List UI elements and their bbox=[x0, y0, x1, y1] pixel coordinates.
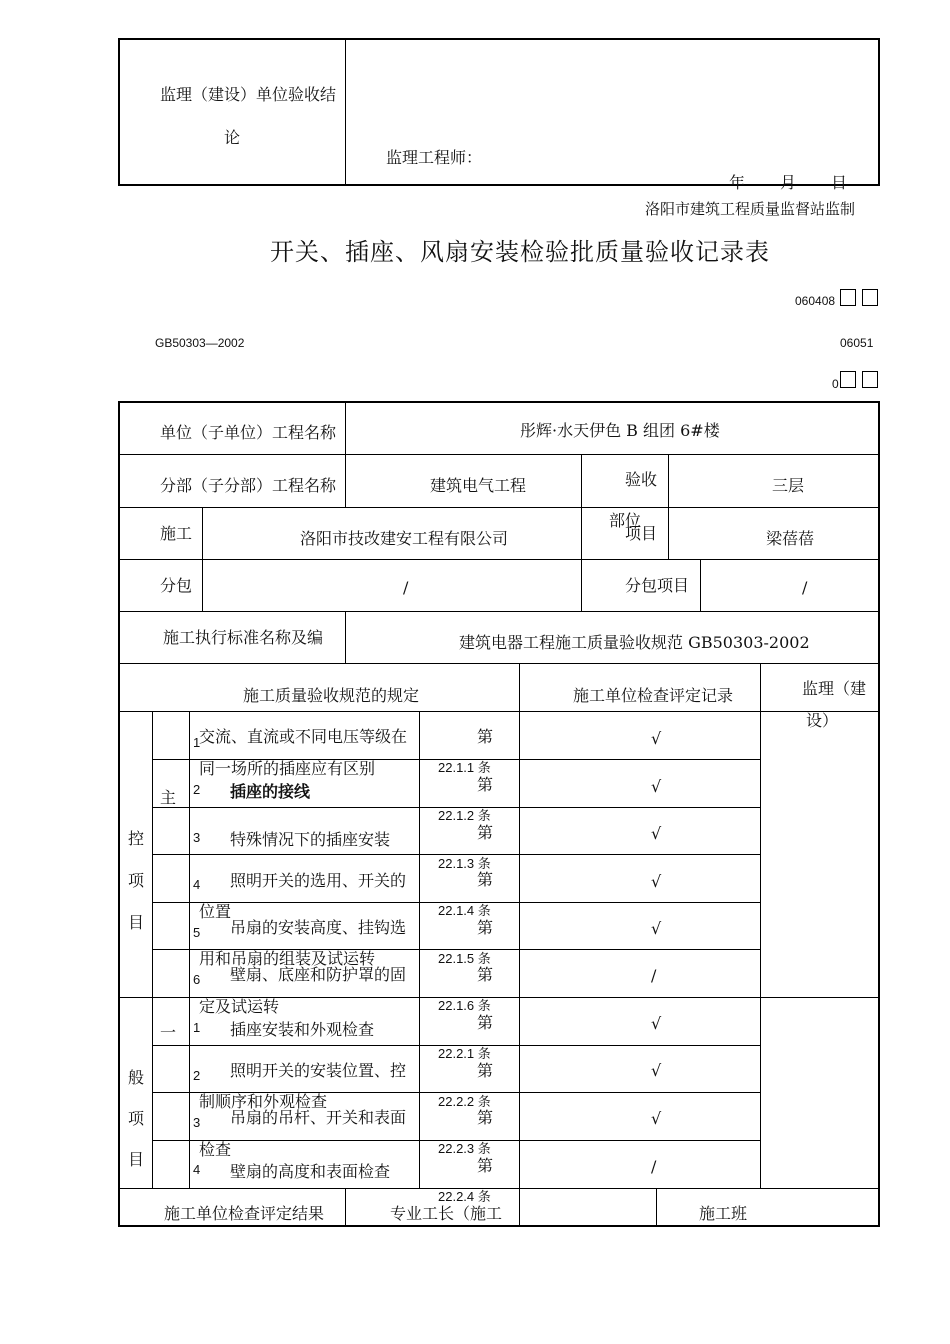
clause-prefix: 第 bbox=[477, 1061, 494, 1080]
item-number: 5 bbox=[193, 925, 201, 940]
item-number: 4 bbox=[193, 877, 201, 892]
item-text-cont: 同一场所的插座应有区别 bbox=[199, 759, 376, 778]
construction-value: 洛阳市技改建安工程有限公司 bbox=[300, 529, 509, 548]
year-label: 年 bbox=[729, 173, 746, 192]
check-result: / bbox=[651, 1157, 657, 1176]
main-group-label: 控 bbox=[128, 829, 145, 848]
month-label: 月 bbox=[780, 173, 797, 192]
clause-prefix: 第 bbox=[477, 1156, 494, 1175]
team-label: 施工班 bbox=[699, 1204, 748, 1223]
sub-project-label: 分部（子分部）工程名称 bbox=[160, 476, 337, 495]
subcontract-project-label: 分包项目 bbox=[625, 576, 690, 595]
check-result: √ bbox=[651, 1109, 662, 1128]
item-number: 1 bbox=[193, 735, 201, 750]
clause-prefix: 第 bbox=[477, 823, 494, 842]
code-box bbox=[840, 289, 856, 306]
main-group-label: 主 bbox=[160, 788, 177, 807]
supervision-header-cont: 设） bbox=[806, 711, 839, 730]
clause-prefix: 第 bbox=[477, 727, 494, 746]
item-number: 1 bbox=[193, 1020, 201, 1035]
clause-prefix: 第 bbox=[477, 965, 494, 984]
item-text: 插座安装和外观检查 bbox=[230, 1020, 375, 1039]
item-text-cont: 用和吊扇的组装及试运转 bbox=[199, 949, 376, 968]
subcontract-label: 分包 bbox=[160, 576, 193, 595]
construction-label: 施工 bbox=[160, 524, 193, 543]
clause-prefix: 第 bbox=[477, 870, 494, 889]
item-text-cont: 位置 bbox=[199, 902, 232, 921]
item-number: 2 bbox=[193, 782, 201, 797]
standard-label: 施工执行标准名称及编 bbox=[163, 628, 324, 647]
general-group-label: 目 bbox=[128, 1150, 145, 1169]
item-text: 插座的接线 bbox=[230, 782, 311, 801]
unit-project-value: 彤辉·水天伊色 B 组团 6#楼 bbox=[520, 421, 720, 440]
clause-number: 22.1.3 条 bbox=[438, 856, 491, 871]
item-text: 壁扇、底座和防护罩的固 bbox=[230, 965, 407, 984]
check-result: √ bbox=[651, 919, 662, 938]
item-text: 照明开关的选用、开关的 bbox=[230, 871, 407, 890]
form-code-third: 0 bbox=[832, 377, 839, 391]
supervision-header: 监理（建 bbox=[802, 679, 867, 698]
unit-project-label: 单位（子单位）工程名称 bbox=[160, 423, 337, 442]
conclusion-label: 监理（建设）单位验收结 bbox=[160, 85, 337, 104]
code-box bbox=[862, 289, 878, 306]
item-text-cont: 检查 bbox=[199, 1140, 232, 1159]
supervisor-note: 洛阳市建筑工程质量监督站监制 bbox=[645, 200, 856, 218]
clause-number: 22.1.4 条 bbox=[438, 903, 491, 918]
standard-value: 建筑电器工程施工质量验收规范 GB50303-2002 bbox=[459, 633, 810, 652]
conclusion-label-cont: 论 bbox=[224, 128, 241, 147]
foreman-label: 专业工长（施工 bbox=[390, 1204, 503, 1223]
subcontract-project-value: / bbox=[802, 578, 808, 597]
clause-number: 22.2.3 条 bbox=[438, 1141, 491, 1156]
code-box bbox=[862, 371, 878, 388]
general-group-label: 般 bbox=[128, 1068, 145, 1087]
clause-number: 22.1.6 条 bbox=[438, 998, 491, 1013]
item-text: 照明开关的安装位置、控 bbox=[230, 1061, 407, 1080]
check-result: √ bbox=[651, 1014, 662, 1033]
engineer-label: 监理工程师： bbox=[386, 148, 483, 167]
check-result: √ bbox=[651, 872, 662, 891]
item-text-cont: 制顺序和外观检查 bbox=[199, 1092, 328, 1111]
item-number: 3 bbox=[193, 1115, 201, 1130]
item-text: 吊扇的安装高度、挂钩选 bbox=[230, 918, 407, 937]
item-number: 3 bbox=[193, 830, 201, 845]
clause-number: 22.2.1 条 bbox=[438, 1046, 491, 1061]
acceptance-label: 验收 bbox=[625, 470, 658, 489]
form-code: 060408 bbox=[795, 294, 836, 308]
clause-prefix: 第 bbox=[477, 918, 494, 937]
general-group-label: 项 bbox=[128, 1109, 145, 1128]
check-result: / bbox=[651, 966, 657, 985]
project-label: 项目 bbox=[625, 524, 658, 543]
clause-prefix: 第 bbox=[477, 775, 494, 794]
code-box bbox=[840, 371, 856, 388]
result-label: 施工单位检查评定结果 bbox=[164, 1204, 325, 1223]
item-text: 特殊情况下的插座安装 bbox=[230, 830, 391, 849]
item-number: 6 bbox=[193, 972, 201, 987]
clause-number: 22.2.4 条 bbox=[438, 1189, 491, 1204]
page-title: 开关、插座、风扇安装检验批质量验收记录表 bbox=[270, 238, 770, 266]
item-text: 壁扇的高度和表面检查 bbox=[230, 1162, 391, 1181]
day-label: 日 bbox=[831, 173, 848, 192]
record-header: 施工单位检查评定记录 bbox=[573, 686, 734, 705]
item-number: 2 bbox=[193, 1068, 201, 1083]
item-text: 交流、直流或不同电压等级在 bbox=[199, 727, 408, 746]
check-result: √ bbox=[651, 1061, 662, 1080]
main-group-label: 目 bbox=[128, 913, 145, 932]
clause-prefix: 第 bbox=[477, 1108, 494, 1127]
clause-number: 22.1.2 条 bbox=[438, 808, 491, 823]
acceptance-part-label: 部位 bbox=[609, 511, 642, 530]
form-code-second: 06051 bbox=[840, 336, 874, 350]
item-text: 吊扇的吊杆、开关和表面 bbox=[230, 1108, 407, 1127]
check-result: √ bbox=[651, 777, 662, 796]
clause-number: 22.2.2 条 bbox=[438, 1094, 491, 1109]
item-number: 4 bbox=[193, 1162, 201, 1177]
clause-number: 22.1.5 条 bbox=[438, 951, 491, 966]
check-result: √ bbox=[651, 824, 662, 843]
project-value: 梁蓓蓓 bbox=[766, 529, 815, 548]
main-group-label: 项 bbox=[128, 871, 145, 890]
spec-header: 施工质量验收规范的规定 bbox=[243, 686, 420, 705]
standard-code: GB50303—2002 bbox=[155, 336, 245, 350]
clause-number: 22.1.1 条 bbox=[438, 760, 491, 775]
subcontract-value: / bbox=[403, 578, 409, 597]
check-result: √ bbox=[651, 729, 662, 748]
sub-project-value: 建筑电气工程 bbox=[430, 476, 527, 495]
clause-prefix: 第 bbox=[477, 1013, 494, 1032]
acceptance-value: 三层 bbox=[772, 476, 805, 495]
item-text-cont: 定及试运转 bbox=[199, 997, 280, 1016]
general-group-label: 一 bbox=[160, 1023, 177, 1042]
